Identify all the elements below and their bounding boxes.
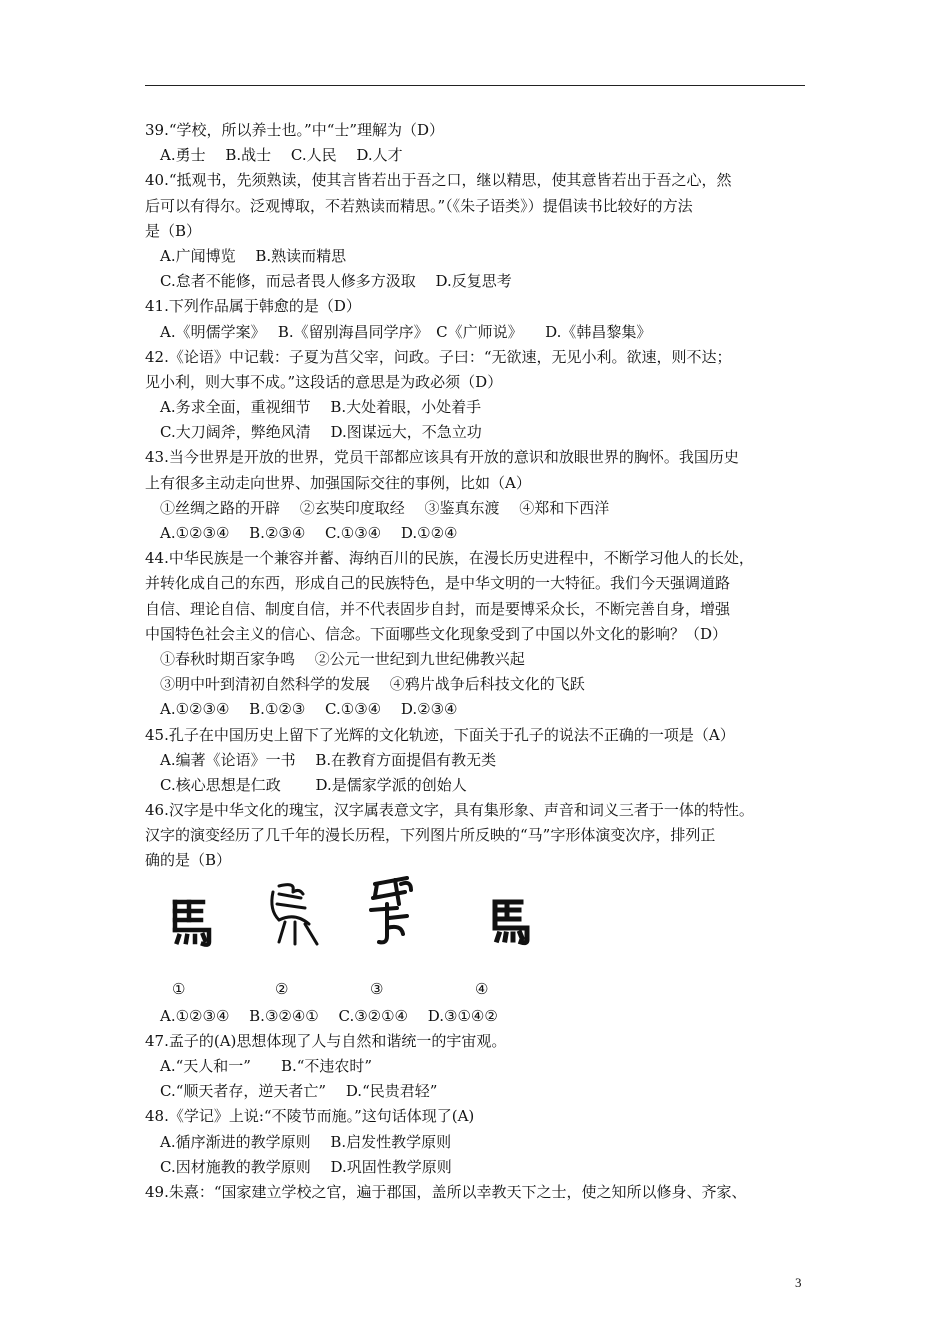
option-line: C.大刀阔斧，弊绝风清 D.图谋远大，不急立功 [160, 423, 482, 442]
question-block [145, 345, 825, 446]
figure-label-1: ① [172, 979, 186, 998]
question-text-line: 43.当今世界是开放的世界，党员干部都应该具有开放的意识和放眼世界的胸怀。我国历史 [145, 448, 739, 467]
question-block [145, 118, 825, 168]
document-body [145, 118, 825, 1205]
option-line: A.《明儒学案》 B.《留别海昌同学序》 C《广师说》 D.《韩昌黎集》 [160, 322, 652, 341]
question-text-line: 中国特色社会主义的信心、信念。下面哪些文化现象受到了中国以外文化的影响？（D） [145, 624, 728, 643]
question-text-line: 42.《论语》中记载：子夏为莒父宰，问政。子曰：“无欲速，无见小利。欲速，则不达； [145, 347, 732, 366]
question-block [145, 798, 825, 874]
question-block [145, 294, 825, 344]
option-line: A.①②③④ B.③②④① C.③②①④ D.③①④② [160, 1006, 498, 1025]
option-line: C.“顺天者存，逆天者亡” D.“民贵君轻” [160, 1082, 438, 1101]
option-line: A.务求全面，重视细节 B.大处着眼，小处着手 [160, 398, 482, 417]
option-line: A.循序渐进的教学原则 B.启发性教学原则 [160, 1132, 452, 1151]
question-text-line: 48.《学记》上说:“不陵节而施。”这句话体现了(A) [145, 1107, 475, 1126]
option-line: ①春秋时期百家争鸣 ②公元一世纪到九世纪佛教兴起 [160, 649, 525, 668]
question-text-line: 41.下列作品属于韩愈的是（D） [145, 297, 361, 316]
option-line: A.广闻博览 B.熟读而精思 [160, 246, 347, 265]
question-text-line: 44.中华民族是一个兼容并蓄、海纳百川的民族，在漫长历史进程中，不断学习他人的长处， [145, 549, 754, 568]
question-block [145, 1180, 825, 1205]
figure-label-3: ③ [370, 979, 384, 998]
option-line: A.勇士 B.战士 C.人民 D.人才 [160, 146, 403, 165]
option-line: ③明中叶到清初自然科学的发展 ④鸦片战争后科技文化的飞跃 [160, 675, 585, 694]
question-text-line: 46.汉字是中华文化的瑰宝，汉字属表意文字，具有集形象、声音和词义三者于一体的特性。 [145, 801, 754, 820]
question-block [145, 1104, 825, 1180]
question-text-line: 是（B） [145, 221, 202, 240]
question-text-line: 确的是（B） [145, 851, 232, 870]
question-block [145, 723, 825, 799]
figure-label-2: ② [275, 979, 289, 998]
horse-bronze-script-icon [367, 874, 419, 954]
question-text-line: 见小利，则大事不成。”这段话的意思是为政必须（D） [145, 372, 503, 391]
horse-regular-script-icon [165, 896, 217, 948]
question-text-line: 并转化成自己的东西，形成自己的民族特色，是中华文明的一大特征。我们今天强调道路 [145, 574, 731, 593]
question-block [145, 168, 825, 294]
page-number: 3 [795, 1275, 802, 1290]
option-line: C.核心思想是仁政 D.是儒家学派的创始人 [160, 775, 467, 794]
question-block [145, 546, 825, 722]
header-rule [145, 85, 805, 86]
question-block [145, 445, 825, 546]
option-line: C.怠者不能修，而忌者畏人修多方汲取 D.反复思考 [160, 272, 512, 291]
question-text-line: 上有很多主动走向世界、加强国际交往的事例，比如（A） [145, 473, 531, 492]
question-block [145, 1029, 825, 1105]
question-text-line: 47.孟子的(A)思想体现了人与自然和谐统一的宇宙观。 [145, 1031, 507, 1050]
figure-label-4: ④ [475, 979, 489, 998]
option-line: A.编著《论语》一书 B.在教育方面提倡有教无类 [160, 750, 497, 769]
question-text-line: 40.“抵观书，先须熟读，使其言皆若出于吾之口，继以精思，使其意皆若出于吾之心，然 [145, 171, 732, 190]
question-text-line: 39.“学校，所以养士也。”中“士”理解为（D） [145, 121, 445, 139]
question-text-line: 45.孔子在中国历史上留下了光辉的文化轨迹，下面关于孔子的说法不正确的一项是（A） [145, 725, 735, 744]
question-text-line: 自信、理论自信、制度自信，并不代表固步自封，而是要博采众长，不断完善自身，增强 [145, 599, 731, 618]
option-line: ①丝绸之路的开辟 ②玄奘印度取经 ③鉴真东渡 ④郑和下西洋 [160, 498, 610, 517]
question-text-line: 49.朱熹：“国家建立学校之官，遍于郡国，盖所以幸教天下之士，使之知所以修身、齐家、 [145, 1182, 747, 1201]
option-line: A.“天人和一” B.“不违农时” [160, 1057, 373, 1075]
option-line: A.①②③④ B.②③④ C.①③④ D.①②④ [160, 524, 458, 542]
question-text-line: 汉字的演变经历了几千年的漫长历程，下列图片所反映的“马”字形体演变次序，排列正 [145, 826, 716, 845]
option-line: A.①②③④ B.①②③ C.①③④ D.②③④ [160, 700, 458, 719]
horse-bold-regular-script-icon [485, 896, 535, 948]
option-line: C.因材施教的教学原则 D.巩固性教学原则 [160, 1157, 452, 1176]
questions-part-b [145, 1029, 825, 1205]
horse-oracle-bone-icon [265, 880, 325, 952]
questions-part-a [145, 118, 825, 874]
horse-character-evolution-figure [145, 874, 825, 1004]
question-text-line: 后可以有得尔。泛观博取，不若熟读而精思。”（《朱子语类》）提倡读书比较好的方法 [145, 196, 693, 215]
